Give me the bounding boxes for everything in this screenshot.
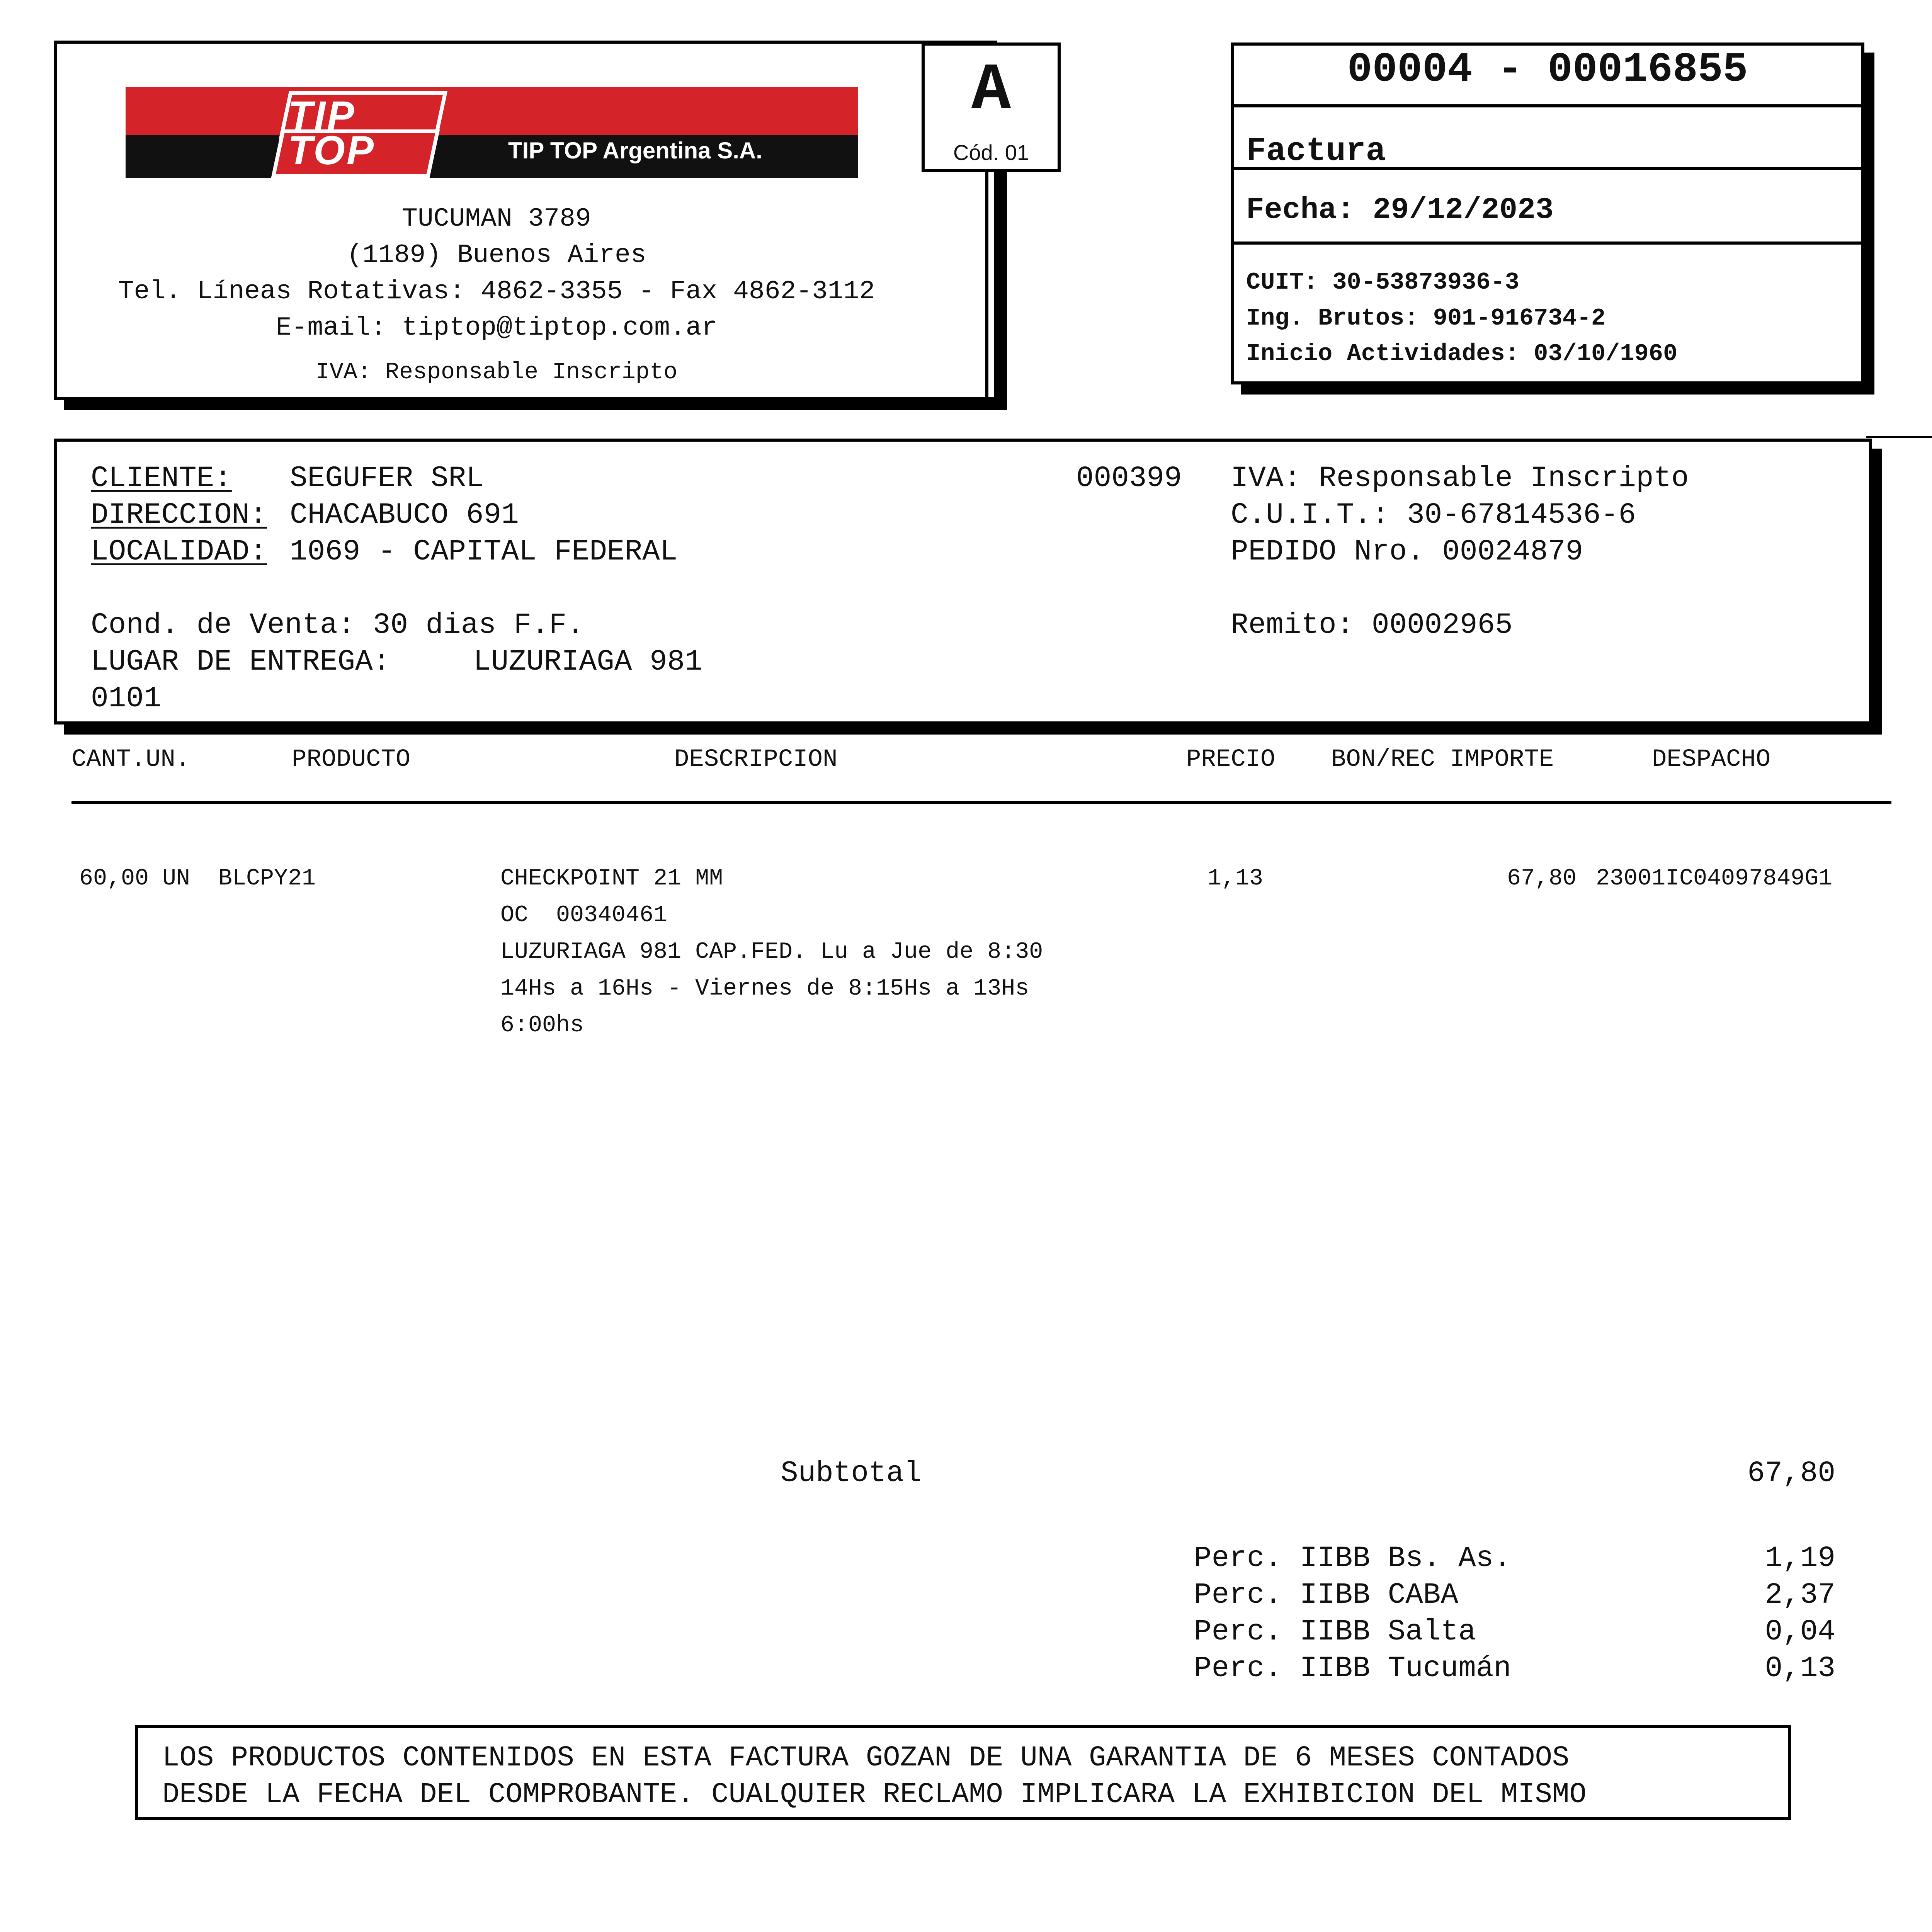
col-header-descripcion: DESCRIPCION <box>674 746 838 774</box>
item-despacho: 23001IC04097849G1 <box>1596 866 1833 892</box>
address-label: DIRECCION: <box>91 498 267 532</box>
invoice-date: Fecha: 29/12/2023 <box>1246 193 1554 227</box>
perception-label: Perc. IIBB Tucumán <box>1194 1652 1511 1685</box>
warranty-line: LOS PRODUCTOS CONTENIDOS EN ESTA FACTURA GOZAN DE UNA GARANTIA DE 6 MESES CONTADOS <box>162 1742 1570 1774</box>
item-amount: 67,80 <box>1507 866 1577 892</box>
invoice-cuit: CUIT: 30-53873936-3 <box>1246 269 1519 296</box>
client-locality: 1069 - CAPITAL FEDERAL <box>290 535 678 568</box>
perception-label: Perc. IIBB Bs. As. <box>1194 1542 1511 1575</box>
item-description-line: 6:00hs <box>500 1012 584 1039</box>
col-header-cant-un: CANT.UN. <box>71 746 190 774</box>
client-cuit: C.U.I.T.: 30-67814536-6 <box>1231 498 1636 532</box>
client-label: CLIENTE: <box>91 462 232 495</box>
client-pedido: PEDIDO Nro. 00024879 <box>1231 535 1583 568</box>
logo-text: TIP TOP <box>288 93 375 173</box>
col-header-bonrec-importe: BON/REC IMPORTE <box>1331 746 1554 774</box>
company-city: (1189) Buenos Aires <box>347 240 646 270</box>
client-address: CHACABUCO 691 <box>290 498 519 532</box>
item-description-line: LUZURIAGA 981 CAP.FED. Lu a Jue de 8:30 <box>500 939 1043 965</box>
locality-label: LOCALIDAD: <box>91 535 267 568</box>
perception-value: 0,13 <box>1765 1652 1835 1685</box>
item-description-line: 14Hs a 16Hs - Viernes de 8:15Hs a 13Hs <box>500 976 1029 1002</box>
client-name: SEGUFER SRL <box>290 462 484 495</box>
invoice-title: Factura <box>1246 132 1386 170</box>
client-box-top-extension <box>1866 436 1932 438</box>
invoice-ing-brutos: Ing. Brutos: 901-916734-2 <box>1246 304 1606 332</box>
delivery-code: 0101 <box>91 682 162 715</box>
doc-type-letter: A <box>971 53 1011 128</box>
invoice-number-divider <box>1231 104 1864 107</box>
perception-value: 0,04 <box>1765 1615 1835 1648</box>
client-code: 000399 <box>1076 462 1182 495</box>
item-product-code: BLCPY21 <box>218 866 316 892</box>
item-description-line: OC 00340461 <box>500 902 668 929</box>
header-divider <box>985 168 988 400</box>
col-header-precio: PRECIO <box>1186 746 1276 774</box>
company-address: TUCUMAN 3789 <box>402 204 591 234</box>
company-email: E-mail: tiptop@tiptop.com.ar <box>276 313 718 343</box>
subtotal-value: 67,80 <box>1747 1457 1835 1490</box>
doc-type-code: Cód. 01 <box>953 140 1029 165</box>
invoice-date-divider <box>1231 242 1864 245</box>
subtotal-label: Subtotal <box>781 1457 922 1490</box>
delivery-label: LUGAR DE ENTREGA: <box>91 645 391 679</box>
warranty-line: DESDE LA FECHA DEL COMPROBANTE. CUALQUIER RECLAMO IMPLICARA LA EXHIBICION DEL MISMO <box>162 1779 1587 1811</box>
items-header-rule <box>71 801 1891 804</box>
col-header-despacho: DESPACHO <box>1652 746 1771 774</box>
invoice-number: 00004 - 00016855 <box>1347 46 1748 94</box>
perception-value: 1,19 <box>1765 1542 1835 1575</box>
company-iva: IVA: Responsable Inscripto <box>315 359 678 386</box>
perception-label: Perc. IIBB Salta <box>1194 1615 1476 1648</box>
company-phones: Tel. Líneas Rotativas: 4862-3355 - Fax 4862-3112 <box>118 277 875 306</box>
remito-number: Remito: 00002965 <box>1231 609 1513 642</box>
company-name: TIP TOP Argentina S.A. <box>508 138 762 163</box>
sale-conditions: Cond. de Venta: 30 dias F.F. <box>91 609 585 642</box>
perception-value: 2,37 <box>1765 1578 1835 1612</box>
logo-emblem <box>272 83 435 176</box>
company-logo <box>126 87 858 178</box>
item-quantity: 60,00 <box>79 866 149 892</box>
client-iva: IVA: Responsable Inscripto <box>1231 462 1689 495</box>
item-price: 1,13 <box>1208 866 1264 892</box>
invoice-inicio-actividades: Inicio Actividades: 03/10/1960 <box>1246 340 1678 367</box>
perception-label: Perc. IIBB CABA <box>1194 1578 1459 1612</box>
item-description-line: CHECKPOINT 21 MM <box>500 866 723 892</box>
delivery-place: LUZURIAGA 981 <box>473 645 702 679</box>
col-header-producto: PRODUCTO <box>292 746 411 774</box>
item-unit: UN <box>162 866 190 892</box>
